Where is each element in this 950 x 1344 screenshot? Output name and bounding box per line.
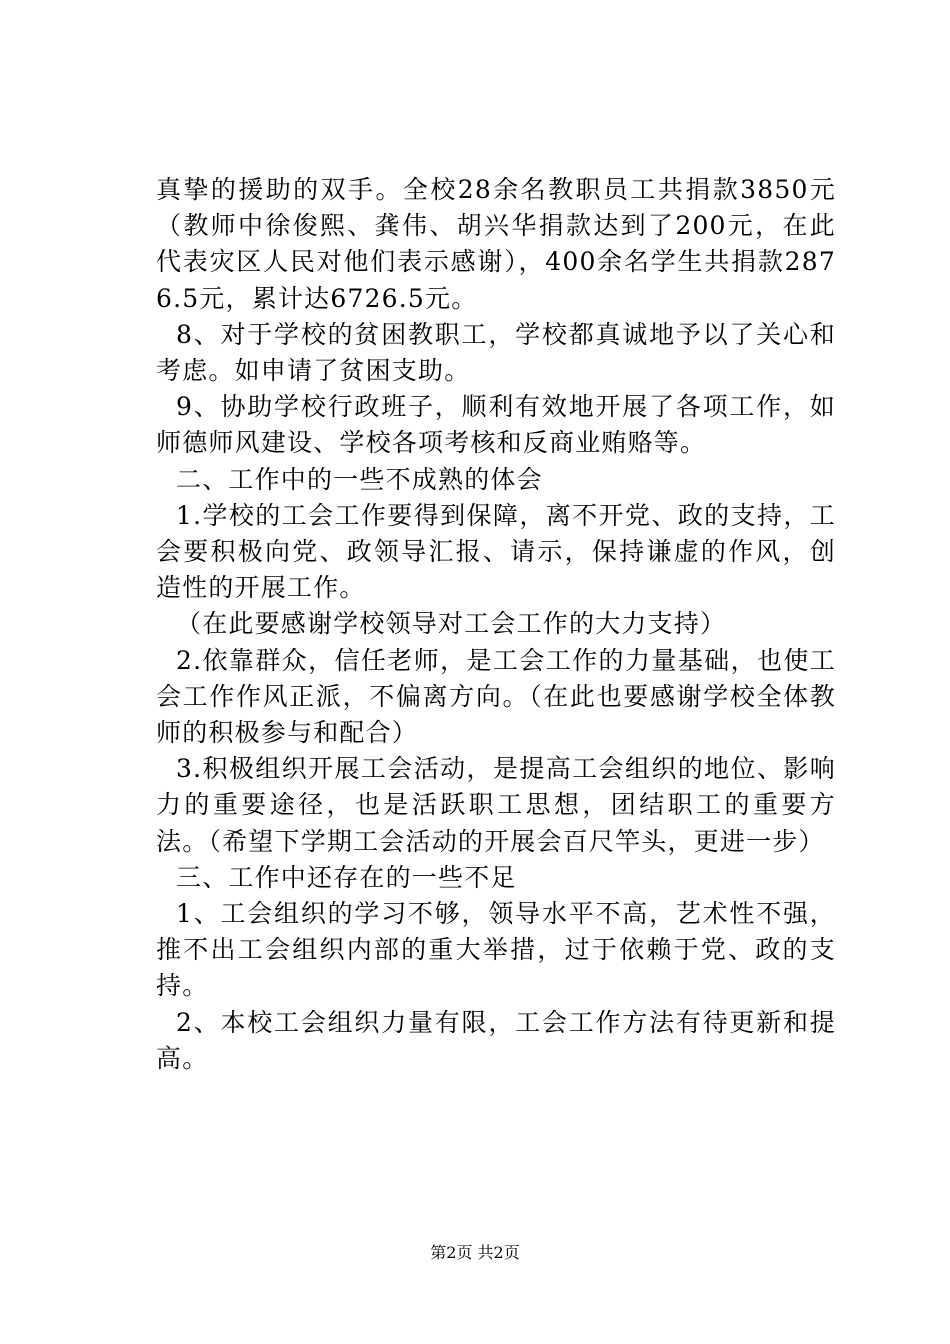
paragraph-shortcoming-2: 2、本校工会组织力量有限，工会工作方法有待更新和提高。 [156, 1007, 836, 1073]
paragraph-experience-1: 1.学校的工会工作要得到保障，离不开党、政的支持，工会要积极向党、政领导汇报、请示，保持谦虚的作风，创造性的开展工作。 [156, 500, 836, 603]
section-heading-3: 三、工作中还存在的一些不足 [176, 862, 517, 892]
paragraph-thanks-leaders: （在此要感谢学校领导对工会工作的大力支持） [176, 609, 727, 639]
paragraph-shortcoming-1: 1、工会组织的学习不够，领导水平不高，艺术性不强，推不出工会组织内部的重大举措，过于依赖于党、政的支持。 [156, 899, 836, 1001]
paragraph-item-8: 8、对于学校的贫困教职工，学校都真诚地予以了关心和考虑。如申请了贫困支助。 [156, 319, 836, 386]
page-number-footer: 第2页 共2页 [430, 1243, 520, 1262]
paragraph-item-9: 9、协助学校行政班子，顺利有效地开展了各项工作，如师德师风建设、学校各项考核和反商业贿赂等。 [156, 392, 836, 458]
paragraph-experience-2: 2.依靠群众，信任老师，是工会工作的力量基础，也使工会工作作风正派，不偏离方向。（在此也要感谢学校全体教师的积极参与和配合） [156, 645, 836, 748]
document-body [156, 172, 836, 1077]
section-heading-2: 二、工作中的一些不成熟的体会 [176, 464, 543, 494]
paragraph-donation-summary: 真挚的援助的双手。全校28余名教职员工共捐款3850元（教师中徐俊熙、龚伟、胡兴华捐款达到了200元，在此代表灾区人民对他们表示感谢），400余名学生共捐款2876.5元，累计达6726.5元。 [156, 175, 836, 313]
paragraph-experience-3: 3.积极组织开展工会活动，是提高工会组织的地位、影响力的重要途径，也是活跃职工思想，团结职工的重要方法。（希望下学期工会活动的开展会百尺竿头，更进一步） [156, 754, 836, 856]
